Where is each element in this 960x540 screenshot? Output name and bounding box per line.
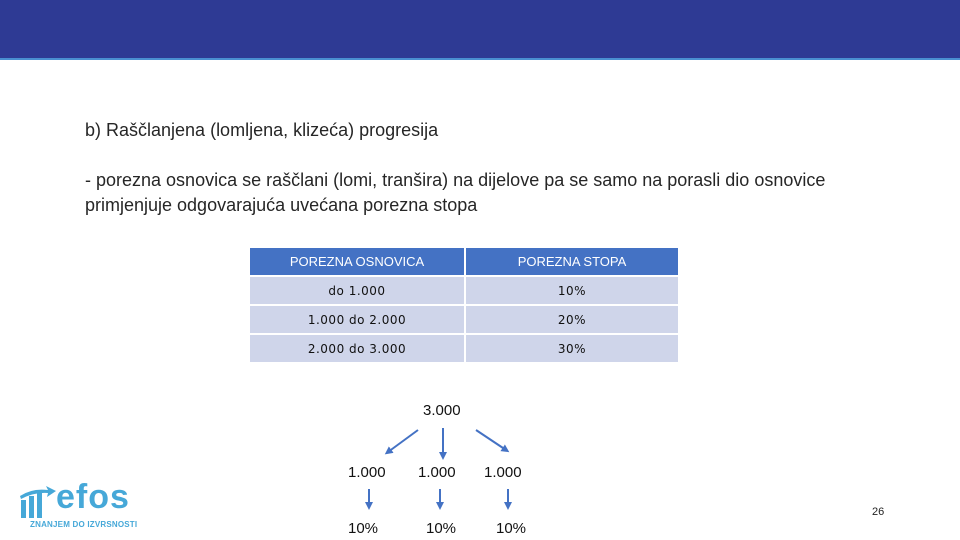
header-tax-base: POREZNA OSNOVICA bbox=[250, 248, 465, 276]
cell-rate: 20% bbox=[465, 305, 678, 334]
diagram-rate-1: 10% bbox=[348, 520, 379, 537]
slide-description: - porezna osnovica se raščlani (lomi, tranšira) na dijelove pa se samo na porasli dio osnovice primjenjuje odgovarajuća uvećana porezna stopa bbox=[85, 170, 826, 215]
bar-chart-icon bbox=[18, 484, 58, 522]
diagram-rate-3: 10% bbox=[496, 520, 527, 537]
cell-rate: 10% bbox=[465, 276, 678, 305]
diagram-part-1: 1.000 bbox=[348, 464, 386, 481]
header-tax-rate: POREZNA STOPA bbox=[465, 248, 678, 276]
efos-logo bbox=[18, 478, 148, 532]
page-number: 26 bbox=[872, 506, 885, 518]
slide-heading: b) Raščlanjena (lomljena, klizeća) progresija bbox=[85, 120, 439, 140]
diagram-total: 3.000 bbox=[423, 402, 461, 419]
diagram-part-2: 1.000 bbox=[418, 464, 456, 481]
diagram-rate-2: 10% bbox=[426, 520, 457, 537]
logo-tagline: ZNANJEM DO IZVRSNOSTI bbox=[30, 520, 138, 529]
cell-rate: 30% bbox=[465, 334, 678, 362]
logo-word: efos bbox=[56, 478, 130, 516]
cell-base: 1.000 do 2.000 bbox=[250, 305, 465, 334]
arrow-to-part-1 bbox=[388, 430, 418, 452]
diagram-part-3: 1.000 bbox=[484, 464, 522, 481]
arrow-to-part-3 bbox=[476, 430, 506, 450]
cell-base: do 1.000 bbox=[250, 276, 465, 305]
cell-base: 2.000 do 3.000 bbox=[250, 334, 465, 362]
